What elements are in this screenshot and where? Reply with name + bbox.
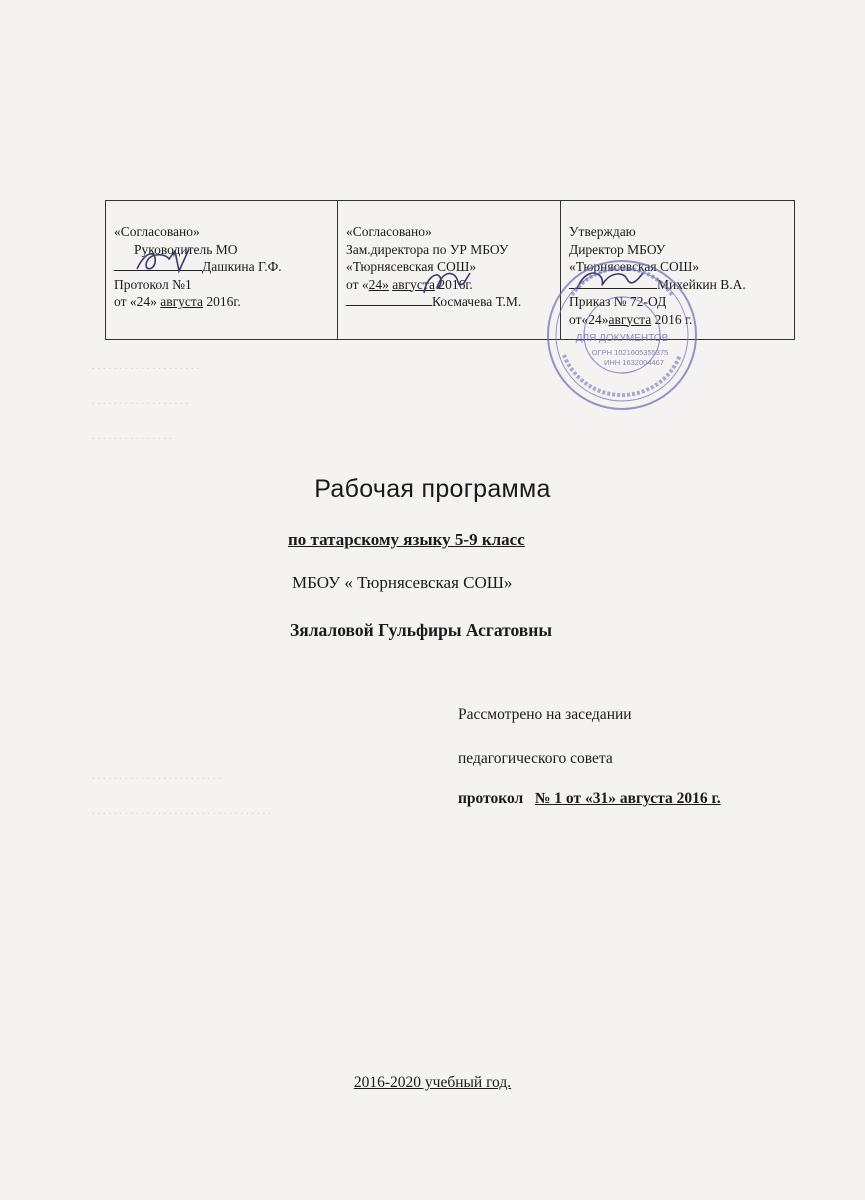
- approval-heading: «Согласовано»: [114, 224, 200, 239]
- seal-ogrn: ОГРН 1021605355375: [591, 348, 669, 357]
- approval-signer: Дашкина Г.Ф.: [202, 259, 282, 274]
- approval-cell-methodical: [106, 201, 338, 339]
- review-protocol-prefix: протокол: [458, 790, 524, 807]
- handwritten-signature-icon: [416, 265, 476, 301]
- date-month: августа: [392, 276, 435, 292]
- teacher-name: Зялаловой Гульфиры Асгатовны: [290, 620, 553, 640]
- approval-date: [114, 293, 331, 311]
- bleed-through-text: . . . . . . . . . . . . . . . . . .: [92, 395, 189, 407]
- approval-heading: «Согласовано»: [346, 224, 432, 239]
- approval-signer: Михейкин В.А.: [657, 276, 746, 292]
- approval-role: Зам.директора по УР МБОУ: [346, 241, 509, 257]
- school-line: МБОУ « Тюрнясевская СОШ»: [292, 573, 513, 592]
- date-month: августа: [160, 294, 203, 309]
- approval-signer: Космачева Т.М.: [432, 294, 522, 309]
- handwritten-signature-icon: [131, 245, 201, 277]
- official-seal-icon: [542, 255, 702, 415]
- date-suffix: 2016 г.: [654, 311, 693, 327]
- approval-role: Руководитель МО: [134, 241, 238, 257]
- approval-role: Директор МБОУ: [569, 241, 666, 257]
- approval-school: «Тюрнясевская СОШ»: [569, 259, 700, 274]
- seal-inn: ИНН 1632004467: [603, 358, 665, 367]
- approval-cell-deputy: [338, 201, 561, 339]
- bleed-through-text: . . . . . . . . . . . . . . . . . . . . . . . . . . . . . . . . .: [92, 805, 271, 817]
- approval-protocol: Протокол №1: [114, 276, 192, 292]
- approval-school: «Тюрнясевская СОШ»: [346, 259, 477, 274]
- seal-center-text: ДЛЯ ДОКУМЕНТОВ: [575, 333, 669, 344]
- signature-blank: [346, 305, 432, 306]
- date-prefix: от «24»: [114, 294, 157, 309]
- date-prefix: от«24»: [569, 311, 609, 327]
- bleed-through-text: . . . . . . . . . . . . . . . . . . . . . . . .: [92, 770, 222, 782]
- date-prefix: от «: [346, 276, 369, 292]
- approval-order: Приказ № 72-ОД: [569, 294, 667, 309]
- review-line-1: Рассмотрено на заседании: [458, 706, 632, 723]
- bleed-through-text: . . . . . . . . . . . . . . . . . . . .: [92, 360, 200, 372]
- date-suffix: 2016г.: [438, 276, 473, 292]
- page-title: Рабочая программа: [314, 475, 551, 503]
- date-day: 24»: [368, 276, 389, 292]
- date-suffix: 2016г.: [206, 294, 241, 309]
- date-month: августа: [608, 311, 652, 327]
- review-protocol-number-date: № 1 от «31» августа 2016 г.: [534, 790, 721, 807]
- approval-heading: Утверждаю: [569, 224, 636, 239]
- academic-years: 2016-2020 учебный год.: [353, 1074, 512, 1091]
- review-protocol: [458, 790, 721, 808]
- bleed-through-text: . . . . . . . . . . . . . . .: [92, 430, 172, 442]
- review-line-2: педагогического совета: [458, 750, 613, 767]
- subject-line: по татарскому языку 5-9 класс: [288, 530, 525, 549]
